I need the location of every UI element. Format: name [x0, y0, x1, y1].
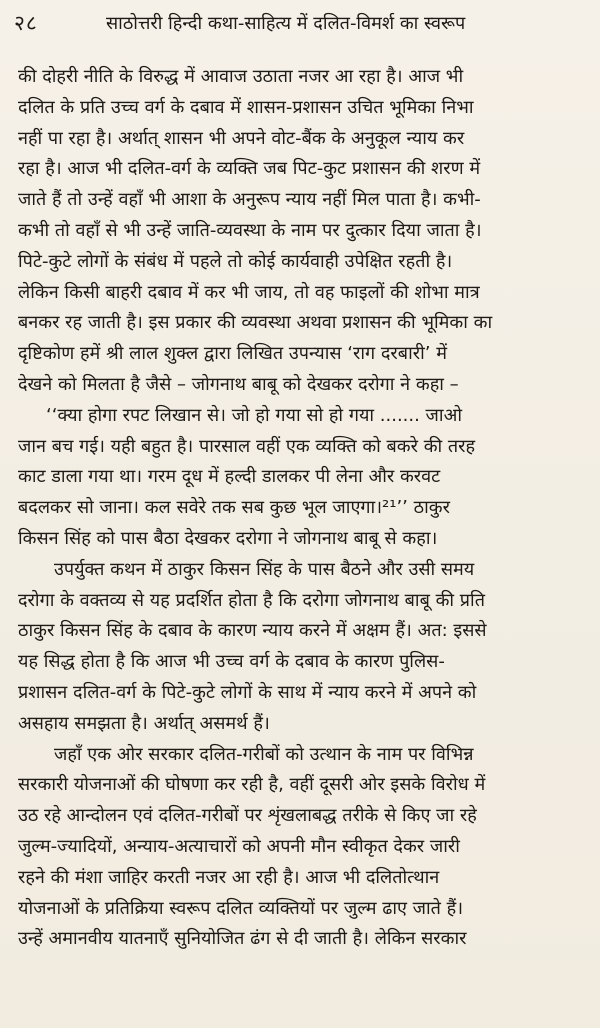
text-line: यह सिद्ध होता है कि आज भी उच्च वर्ग के दबाव के कारण पुलिस-: [18, 651, 445, 673]
text-line: देखने को मिलता है जैसे – जोगनाथ बाबू को देखकर दरोगा ने कहा –: [18, 373, 459, 395]
text-line: जाते हैं तो उन्हें वहाँ भी आशा के अनुरूप न्याय नहीं मिल पाता है। कभी-: [18, 189, 481, 211]
text-line: रहा है। आज भी दलित-वर्ग के व्यक्ति जब पिट-कुट प्रशासन की शरण में: [18, 158, 481, 180]
text-line: उठ रहे आन्दोलन एवं दलित-गरीबों पर शृंखलाबद्ध तरीके से किए जा रहे: [18, 805, 477, 827]
quote-line: ‘‘क्या होगा रपट लिखान से। जो हो गया सो हो गया ....... जाओ: [46, 404, 462, 426]
text-line: कभी तो वहाँ से भी उन्हें जाति-व्यवस्था के नाम पर दुत्कार दिया जाता है।: [18, 219, 482, 241]
text-line: प्रशासन दलित-वर्ग के पिटे-कुटे लोगों के साथ में न्याय करने में अपने को: [18, 681, 477, 703]
page-number: २८: [14, 11, 38, 35]
text-line: उन्हें अमानवीय यातनाएँ सुनियोजित ढंग से दी जाती है। लेकिन सरकार: [18, 928, 467, 950]
paragraph-start-line: जहाँ एक ओर सरकार दलित-गरीबों को उत्थान के नाम पर विभिन्न: [54, 743, 474, 765]
page-header: [14, 4, 586, 42]
body-text: [18, 62, 584, 955]
text-line: दरोगा के वक्तव्य से यह प्रदर्शित होता है कि दरोगा जोगनाथ बाबू की प्रति: [18, 589, 485, 611]
quote-line: बदलकर सो जाना। कल सवेरे तक सब कुछ भूल जाएगा।²¹’’ ठाकुर: [18, 497, 450, 519]
quote-line: जान बच गई। यही बहुत है। पारसाल वहीं एक व्यक्ति को बकरे की तरह: [18, 435, 476, 457]
text-line: दृष्टिकोण हमें श्री लाल शुक्ल द्वारा लिखित उपन्यास ‘राग दरबारी’ में: [18, 343, 447, 365]
quote-line: काट डाला गया था। गरम दूध में हल्दी डालकर पी लेना और करवट: [18, 466, 441, 488]
text-line: दलित के प्रति उच्च वर्ग के दबाव में शासन-प्रशासन उचित भूमिका निभा: [18, 96, 474, 118]
text-line: सरकारी योजनाओं की घोषणा कर रही है, वहीं दूसरी ओर इसके विरोध में: [18, 774, 486, 796]
text-line: रहने की मंशा जाहिर करती नजर आ रही है। आज भी दलितोत्थान: [18, 866, 440, 888]
text-line: नहीं पा रहा है। अर्थात् शासन भी अपने वोट-बैंक के अनुकूल न्याय कर: [18, 127, 465, 149]
paragraph-start-line: उपर्युक्त कथन में ठाकुर किसन सिंह के पास बैठने और उसी समय: [54, 558, 475, 580]
text-line: किसन सिंह को पास बैठा देखकर दरोगा ने जोगनाथ बाबू से कहा।: [18, 527, 438, 549]
text-line: लेकिन किसी बाहरी दबाव में कर भी जाय, तो वह फाइलों की शोभा मात्र: [18, 281, 480, 303]
text-line: असहाय समझता है। अर्थात् असमर्थ हैं।: [18, 712, 270, 734]
running-title: साठोत्तरी हिन्दी कथा-साहित्य में दलित-विमर्श का स्वरूप: [106, 13, 466, 34]
text-line: ठाकुर किसन सिंह के दबाव के कारण न्याय करने में अक्षम हैं। अत: इससे: [18, 620, 487, 642]
text-line: पिटे-कुटे लोगों के संबंध में पहले तो कोई कार्यवाही उपेक्षित रहती है।: [18, 250, 453, 272]
text-line: जुल्म-ज्यादियों, अन्याय-अत्याचारों को अपनी मौन स्वीकृत देकर जारी: [18, 835, 460, 857]
text-line: बनकर रह जाती है। इस प्रकार की व्यवस्था अथवा प्रशासन की भूमिका का: [18, 312, 493, 334]
text-line: की दोहरी नीति के विरुद्ध में आवाज उठाता नजर आ रहा है। आज भी: [18, 66, 464, 87]
text-line: योजनाओं के प्रतिक्रिया स्वरूप दलित व्यक्तियों पर जुल्म ढाए जाते हैं।: [18, 897, 464, 919]
